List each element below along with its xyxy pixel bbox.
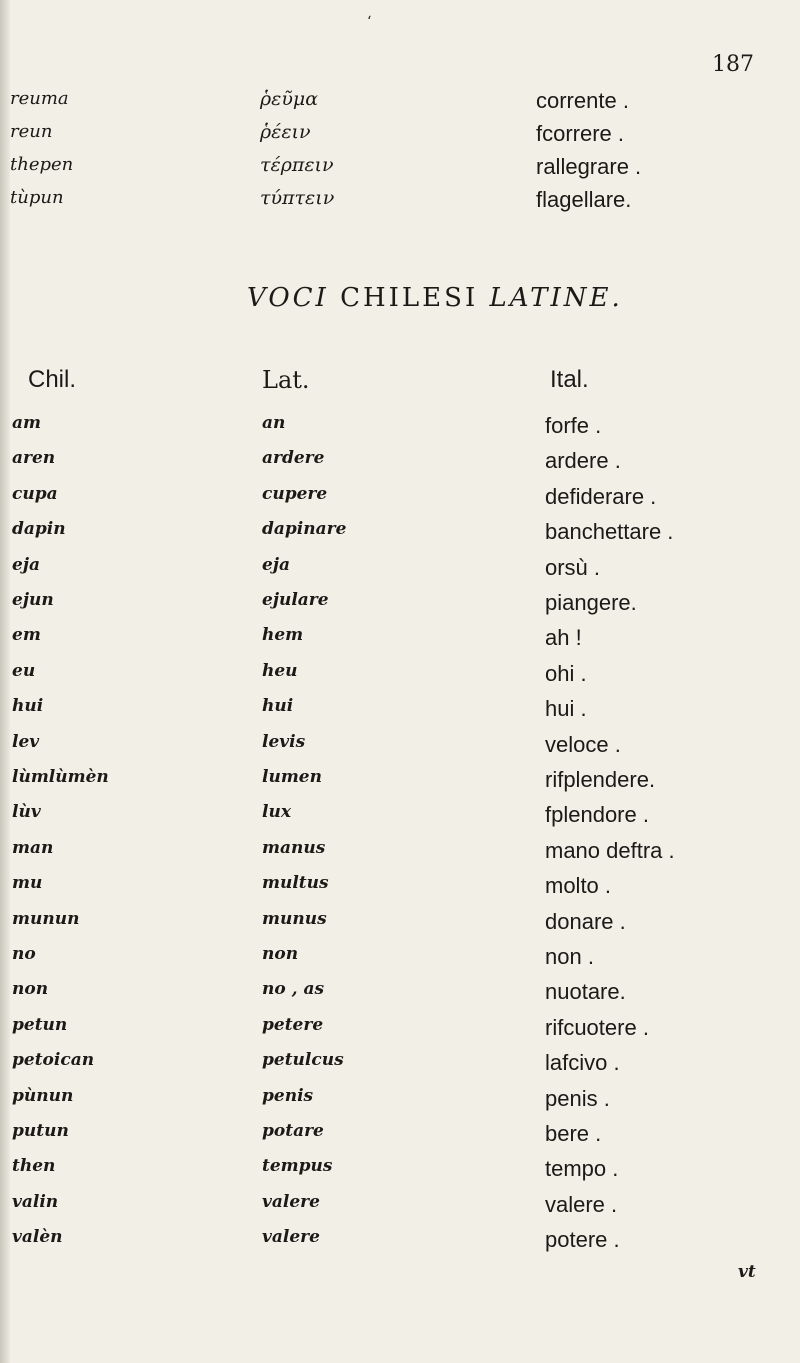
header-chil: Chil. bbox=[28, 366, 77, 393]
table-row bbox=[0, 909, 800, 945]
latin-word: eja bbox=[262, 554, 290, 575]
chilean-word: dapin bbox=[12, 519, 66, 540]
italian-word: rifplendere. bbox=[545, 767, 656, 792]
table-row bbox=[0, 802, 800, 838]
chilean-word: reuma bbox=[10, 88, 69, 109]
section-title-word: VOCI bbox=[247, 283, 329, 313]
italian-word: penis . bbox=[545, 1085, 610, 1111]
italian-word: piangere. bbox=[545, 590, 637, 615]
table-row bbox=[0, 661, 800, 697]
chilean-word: mu bbox=[12, 873, 43, 894]
table-row bbox=[0, 979, 800, 1015]
italian-word: defiderare . bbox=[545, 483, 657, 509]
chilean-word: eja bbox=[12, 554, 40, 575]
column-headers bbox=[0, 366, 800, 402]
table-row bbox=[0, 1121, 800, 1157]
table-row bbox=[0, 732, 800, 768]
chilean-word: ejun bbox=[12, 590, 54, 610]
chilean-word: lùmlùmèn bbox=[12, 767, 109, 787]
chilean-word: non bbox=[12, 979, 49, 1000]
latin-word: non bbox=[262, 944, 299, 964]
italian-word: fplendore . bbox=[545, 802, 649, 828]
page-number: 187 bbox=[712, 52, 754, 77]
table-row bbox=[0, 838, 800, 874]
italian-word: banchettare . bbox=[545, 519, 674, 545]
chilean-word: no bbox=[12, 944, 36, 964]
italian-word: mano deftra . bbox=[545, 837, 675, 863]
table-row bbox=[0, 555, 800, 591]
greek-word: τύπτειν bbox=[260, 187, 335, 209]
italian-word: tempo . bbox=[545, 1156, 619, 1182]
italian-word: non . bbox=[545, 944, 594, 969]
chilean-word: pùnun bbox=[12, 1085, 74, 1106]
italian-word: ah ! bbox=[545, 625, 582, 651]
header-lat: Lat. bbox=[262, 366, 310, 394]
latin-word: cupere bbox=[262, 483, 328, 504]
greek-word: ῥεῦμα bbox=[260, 88, 319, 110]
page-mark: ‘ bbox=[367, 14, 372, 30]
italian-word: veloce . bbox=[545, 731, 621, 757]
latin-word: penis bbox=[262, 1085, 314, 1106]
chilean-word: valin bbox=[12, 1191, 59, 1212]
italian-word: ohi . bbox=[545, 660, 587, 686]
section-title bbox=[247, 283, 623, 313]
table-row bbox=[0, 1050, 800, 1086]
chilean-word: cupa bbox=[12, 483, 58, 504]
italian-word: lafcivo . bbox=[545, 1050, 620, 1076]
italian-word: donare . bbox=[545, 908, 626, 934]
list-item bbox=[0, 88, 800, 124]
latin-word: potare bbox=[262, 1121, 324, 1141]
table-row bbox=[0, 1156, 800, 1192]
latin-word: heu bbox=[262, 660, 298, 681]
latin-word: lux bbox=[262, 802, 291, 823]
chilean-word: reun bbox=[10, 121, 53, 142]
table-row bbox=[0, 448, 800, 484]
italian-word: nuotare. bbox=[545, 979, 626, 1005]
catchword: vt bbox=[738, 1262, 756, 1282]
table-row bbox=[0, 1086, 800, 1122]
latin-word: petere bbox=[262, 1014, 324, 1035]
table-row bbox=[0, 873, 800, 909]
chilean-word: thepen bbox=[10, 154, 74, 175]
italian-word: hui . bbox=[545, 696, 587, 722]
table-row bbox=[0, 944, 800, 980]
chilean-word: putun bbox=[12, 1121, 69, 1141]
latin-word: hem bbox=[262, 625, 304, 646]
chilean-word: tùpun bbox=[10, 187, 64, 208]
table-row bbox=[0, 519, 800, 555]
table-row bbox=[0, 590, 800, 626]
table-row bbox=[0, 1015, 800, 1051]
italian-word: ardere . bbox=[545, 448, 621, 474]
chilean-word: petoican bbox=[12, 1050, 95, 1071]
latin-word: no , as bbox=[262, 979, 325, 1000]
italian-word: rallegrare . bbox=[536, 154, 642, 179]
greek-word: ῥέειν bbox=[260, 121, 311, 143]
latin-word: munus bbox=[262, 908, 327, 929]
table-row bbox=[0, 1192, 800, 1228]
table-row bbox=[0, 767, 800, 803]
latin-word: hui bbox=[262, 696, 294, 717]
latin-word: an bbox=[262, 413, 286, 433]
latin-word: multus bbox=[262, 873, 329, 894]
chilean-word: petun bbox=[12, 1014, 68, 1035]
latin-word: lumen bbox=[262, 767, 322, 787]
chilean-word: lùv bbox=[12, 802, 41, 823]
table-row bbox=[0, 1227, 800, 1263]
list-item bbox=[0, 154, 800, 190]
latin-word: petulcus bbox=[262, 1050, 344, 1071]
greek-word: τέρπειν bbox=[260, 154, 334, 176]
italian-word: fcorrere . bbox=[536, 121, 625, 146]
chilean-word: am bbox=[12, 413, 42, 433]
italian-word: flagellare. bbox=[536, 187, 632, 212]
latin-word: valere bbox=[262, 1191, 320, 1212]
latin-word: valere bbox=[262, 1227, 320, 1248]
table-row bbox=[0, 413, 800, 449]
chilean-word: then bbox=[12, 1156, 56, 1177]
chilean-word: aren bbox=[12, 448, 56, 469]
table-row bbox=[0, 696, 800, 732]
italian-word: potere . bbox=[545, 1227, 620, 1253]
header-ital: Ital. bbox=[550, 366, 589, 393]
italian-word: corrente . bbox=[536, 88, 629, 113]
chilean-word: valèn bbox=[12, 1227, 63, 1248]
chilean-word: em bbox=[12, 625, 41, 646]
latin-word: ejulare bbox=[262, 590, 329, 610]
section-title-word: CHILESI bbox=[340, 283, 479, 313]
italian-word: orsù . bbox=[545, 554, 601, 580]
italian-word: valere . bbox=[545, 1191, 618, 1217]
italian-word: rifcuotere . bbox=[545, 1014, 649, 1040]
italian-word: bere . bbox=[545, 1121, 602, 1146]
list-item bbox=[0, 187, 800, 223]
latin-word: levis bbox=[262, 731, 306, 752]
latin-word: ardere bbox=[262, 448, 325, 469]
chilean-word: lev bbox=[12, 731, 40, 752]
table-row bbox=[0, 484, 800, 520]
chilean-word: man bbox=[12, 837, 54, 858]
latin-word: manus bbox=[262, 837, 326, 858]
italian-word: forfe . bbox=[545, 413, 602, 438]
chilean-word: eu bbox=[12, 660, 36, 681]
latin-word: tempus bbox=[262, 1156, 333, 1177]
latin-word: dapinare bbox=[262, 519, 347, 540]
chilean-word: munun bbox=[12, 908, 80, 929]
list-item bbox=[0, 121, 800, 157]
chilean-word: hui bbox=[12, 696, 44, 717]
section-title-word: LATINE. bbox=[489, 283, 623, 313]
table-row bbox=[0, 625, 800, 661]
italian-word: molto . bbox=[545, 873, 612, 899]
